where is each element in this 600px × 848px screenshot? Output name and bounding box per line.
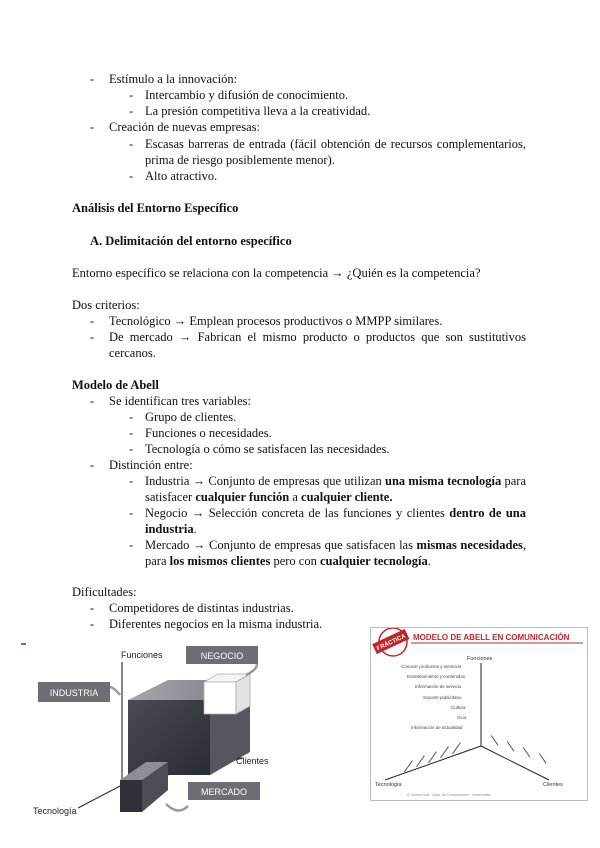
fig2-tick bbox=[416, 755, 425, 767]
label-industria: INDUSTRIA bbox=[49, 688, 99, 698]
list-item: Grupo de clientes. bbox=[145, 410, 237, 424]
fig2-tick bbox=[440, 746, 449, 758]
fig2-item: Cultura bbox=[451, 705, 466, 710]
fig2-tech-ticks bbox=[404, 742, 461, 772]
label-clientes: Clientes bbox=[236, 756, 269, 766]
list-item: Diferentes negocios en la misma industria. bbox=[109, 617, 323, 631]
fig2-item: Conocer productos y servicios bbox=[401, 664, 462, 669]
difficulties-title: Dificultades: bbox=[72, 585, 137, 599]
mercado-bar-front bbox=[120, 780, 142, 812]
list-item: Tecnológico → Emplean procesos productivos o MMPP similares. bbox=[109, 314, 443, 328]
fig2-item: Información de servicio bbox=[415, 684, 462, 689]
bullet-dash: - bbox=[129, 426, 134, 440]
abell-title: Modelo de Abell bbox=[72, 378, 159, 392]
fig2-axis-tecnologia bbox=[385, 746, 481, 780]
bullet-dash: - bbox=[90, 458, 95, 472]
list-item: Creación de nuevas empresas: bbox=[109, 120, 260, 134]
fig2-tick bbox=[452, 742, 461, 754]
bullet-dash: - bbox=[90, 330, 95, 344]
fig2-label-clientes: Clientes bbox=[543, 782, 563, 788]
bullet-dash: - bbox=[90, 314, 95, 328]
industria-line-cont: satisfacer cualquier función a cualquier cliente. bbox=[145, 490, 393, 504]
list-item: Intercambio y difusión de conocimiento. bbox=[145, 88, 349, 102]
bullet-dash: - bbox=[129, 104, 134, 118]
bullet-dash: - bbox=[129, 442, 134, 456]
bullet-dash: - bbox=[129, 506, 134, 520]
bullet-dash: - bbox=[90, 72, 95, 86]
stamp-text: PRÁCTICA bbox=[376, 633, 407, 653]
fig2-label-funciones: Funciones bbox=[467, 656, 493, 662]
list-item: Competidores de distintas industrias. bbox=[109, 601, 294, 615]
small-mark bbox=[21, 643, 26, 645]
arrow-mercado bbox=[166, 804, 188, 811]
subsection-title: A. Delimitación del entorno específico bbox=[90, 234, 292, 248]
abell-cube-figure bbox=[28, 640, 318, 818]
list-item: La presión competitiva lleva a la creatividad. bbox=[145, 104, 371, 118]
list-item: Alto atractivo. bbox=[145, 169, 218, 183]
section-title: Análisis del Entorno Específico bbox=[72, 201, 239, 215]
intro-text: Entorno específico se relaciona con la competencia → ¿Quién es la competencia? bbox=[72, 266, 481, 280]
fig2-tick bbox=[491, 735, 499, 745]
list-item: Se identifican tres variables: bbox=[109, 394, 251, 408]
negocio-cube-front bbox=[204, 682, 236, 714]
fig2-tick bbox=[507, 741, 515, 751]
fig2-footer: A. Nueva Ruiz · Dpto. de Comunicación · Universidad bbox=[407, 793, 491, 797]
list-item: Funciones o necesidades. bbox=[145, 426, 272, 440]
list-item: Escasas barreras de entrada (fácil obtención de recursos complementarios, bbox=[145, 137, 526, 151]
fig2-item: Información de actualidad bbox=[411, 725, 463, 730]
fig2-tick bbox=[523, 747, 531, 757]
industria-line: Industria → Conjunto de empresas que utilizan una misma tecnología para bbox=[145, 474, 527, 488]
negocio-line: Negocio → Selección concreta de las funciones y clientes dentro de una bbox=[145, 506, 526, 520]
fig2-tick bbox=[539, 753, 547, 763]
fig2-label-tecnologia: Tecnología bbox=[375, 782, 402, 788]
criteria-title: Dos criterios: bbox=[72, 298, 140, 312]
bullet-dash: - bbox=[90, 120, 95, 134]
fig2-client-ticks bbox=[491, 735, 547, 763]
abell-comunicacion-svg bbox=[371, 628, 587, 800]
list-item-cont: prima de riesgo posiblemente menor). bbox=[145, 153, 335, 167]
fig2-item: Ocio bbox=[457, 715, 467, 720]
label-funciones: Funciones bbox=[121, 650, 163, 660]
fig2-tick bbox=[428, 751, 437, 763]
bullet-dash: - bbox=[90, 601, 95, 615]
label-negocio: NEGOCIO bbox=[200, 651, 244, 661]
list-item-cont: cercanos. bbox=[109, 346, 156, 360]
bullet-dash: - bbox=[90, 394, 95, 408]
bullet-dash: - bbox=[129, 474, 134, 488]
list-item: Distinción entre: bbox=[109, 458, 193, 472]
list-item: De mercado → Fabrican el mismo producto o productos que son sustitutivos bbox=[109, 330, 526, 344]
bullet-dash: - bbox=[129, 88, 134, 102]
list-item: Estímulo a la innovación: bbox=[109, 72, 238, 86]
fig2-item: Entretenimiento y contenidos bbox=[407, 674, 466, 679]
abell-comunicacion-figure bbox=[370, 627, 588, 801]
mercado-line-cont: para los mismos clientes pero con cualquier tecnología. bbox=[145, 554, 431, 568]
bullet-dash: - bbox=[129, 137, 134, 151]
bullet-dash: - bbox=[129, 538, 134, 552]
cube-front bbox=[128, 700, 210, 775]
label-mercado: MERCADO bbox=[200, 787, 248, 797]
fig2-item: Soporte publicitario bbox=[423, 695, 462, 700]
fig2-axis-clientes bbox=[481, 746, 549, 780]
negocio-line-cont: industria. bbox=[145, 522, 197, 536]
bullet-dash: - bbox=[129, 169, 134, 183]
axis-tecnologia bbox=[78, 785, 122, 808]
mercado-line: Mercado → Conjunto de empresas que satisfacen las mismas necesidades, bbox=[145, 538, 527, 552]
label-tecnologia: Tecnología bbox=[33, 806, 77, 816]
bullet-dash: - bbox=[90, 617, 95, 631]
bullet-dash: - bbox=[129, 410, 134, 424]
fig2-title: MODELO DE ABELL EN COMUNICACIÓN bbox=[413, 633, 570, 642]
list-item: Tecnología o cómo se satisfacen las necesidades. bbox=[145, 442, 390, 456]
